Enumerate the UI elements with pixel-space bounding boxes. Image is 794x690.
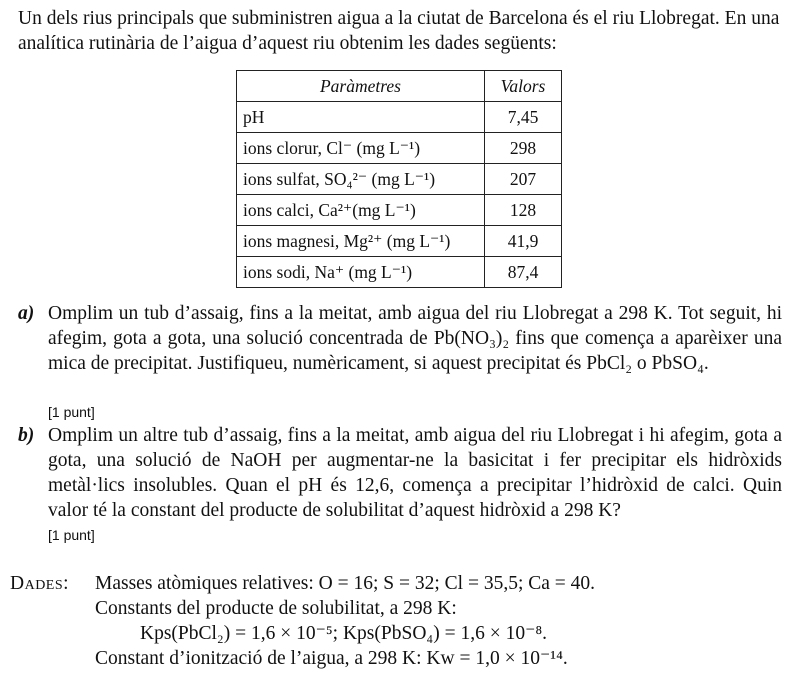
question-b-text: Omplim un altre tub d’assaig, fins a la meitat, amb aigua del riu Llobregat i hi afegim, gota a gota, una solució de NaOH per augmentar-ne la basicitat i fer precipitar els hidròxids metàl·lics insolubles. Quan el pH és 12,6, comença a precipitar l’hidròxid de calci. Quin valor té la constant del producte de solubilitat d’aquest hidròxid a 298 K? [48, 425, 782, 521]
table-row [237, 133, 562, 164]
question-a-points: [1 punt] [48, 404, 95, 420]
dades-label: Dades: [10, 573, 70, 594]
table-row [237, 164, 562, 195]
param-cell: ions calci, Ca²⁺(mg L⁻¹) [237, 195, 485, 226]
param-cell: ions magnesi, Mg²⁺ (mg L⁻¹) [237, 226, 485, 257]
table-row [237, 195, 562, 226]
table-row [237, 226, 562, 257]
param-cell: pH [237, 102, 485, 133]
question-b [18, 423, 782, 523]
dades-line-kw: Constant d’ionització de l’aigua, a 298 K: Kw = 1,0 × 10⁻¹⁴. [95, 648, 568, 669]
param-cell: ions sodi, Na⁺ (mg L⁻¹) [237, 257, 485, 288]
question-b-points: [1 punt] [48, 527, 95, 543]
value-cell: 128 [485, 195, 562, 226]
water-analysis-table [236, 70, 562, 288]
value-cell: 207 [485, 164, 562, 195]
table-row [237, 257, 562, 288]
table-row [237, 102, 562, 133]
question-a-text: Omplim un tub d’assaig, fins a la meitat, amb aigua del riu Llobregat a 298 K. Tot seguit, hi afegim, gota a gota, una solució concentrada de Pb(NO₃)₂ fins que comença a aparèixer una mica de precipitat. Justifiqueu, numèricament, si aquest precipitat és PbCl₂ o PbSO₄. [48, 303, 782, 374]
question-a [18, 301, 782, 376]
dades-line-masses: Masses atòmiques relatives: O = 16; S = 32; Cl = 35,5; Ca = 40. [95, 573, 596, 594]
value-cell: 298 [485, 133, 562, 164]
value-cell: 87,4 [485, 257, 562, 288]
param-cell: ions clorur, Cl⁻ (mg L⁻¹) [237, 133, 485, 164]
dades-line-ksp-title: Constants del producte de solubilitat, a 298 K: [95, 598, 457, 619]
header-parametres: Paràmetres [237, 71, 485, 102]
header-valors: Valors [485, 71, 562, 102]
question-b-label: b) [18, 425, 35, 446]
value-cell: 41,9 [485, 226, 562, 257]
question-a-label: a) [18, 303, 35, 324]
intro-text: Un dels rius principals que subministren aigua a la ciutat de Barcelona és el riu Llobregat. En una analítica rutinària de l’aigua d’aquest riu obtenim les dades següents: [18, 8, 780, 54]
param-cell: ions sulfat, SO₄²⁻ (mg L⁻¹) [237, 164, 485, 195]
value-cell: 7,45 [485, 102, 562, 133]
table-header-row [237, 71, 562, 102]
dades-line-ksp-values: Kps(PbCl₂) = 1,6 × 10⁻⁵; Kps(PbSO₄) = 1,6 × 10⁻⁸. [140, 623, 548, 644]
